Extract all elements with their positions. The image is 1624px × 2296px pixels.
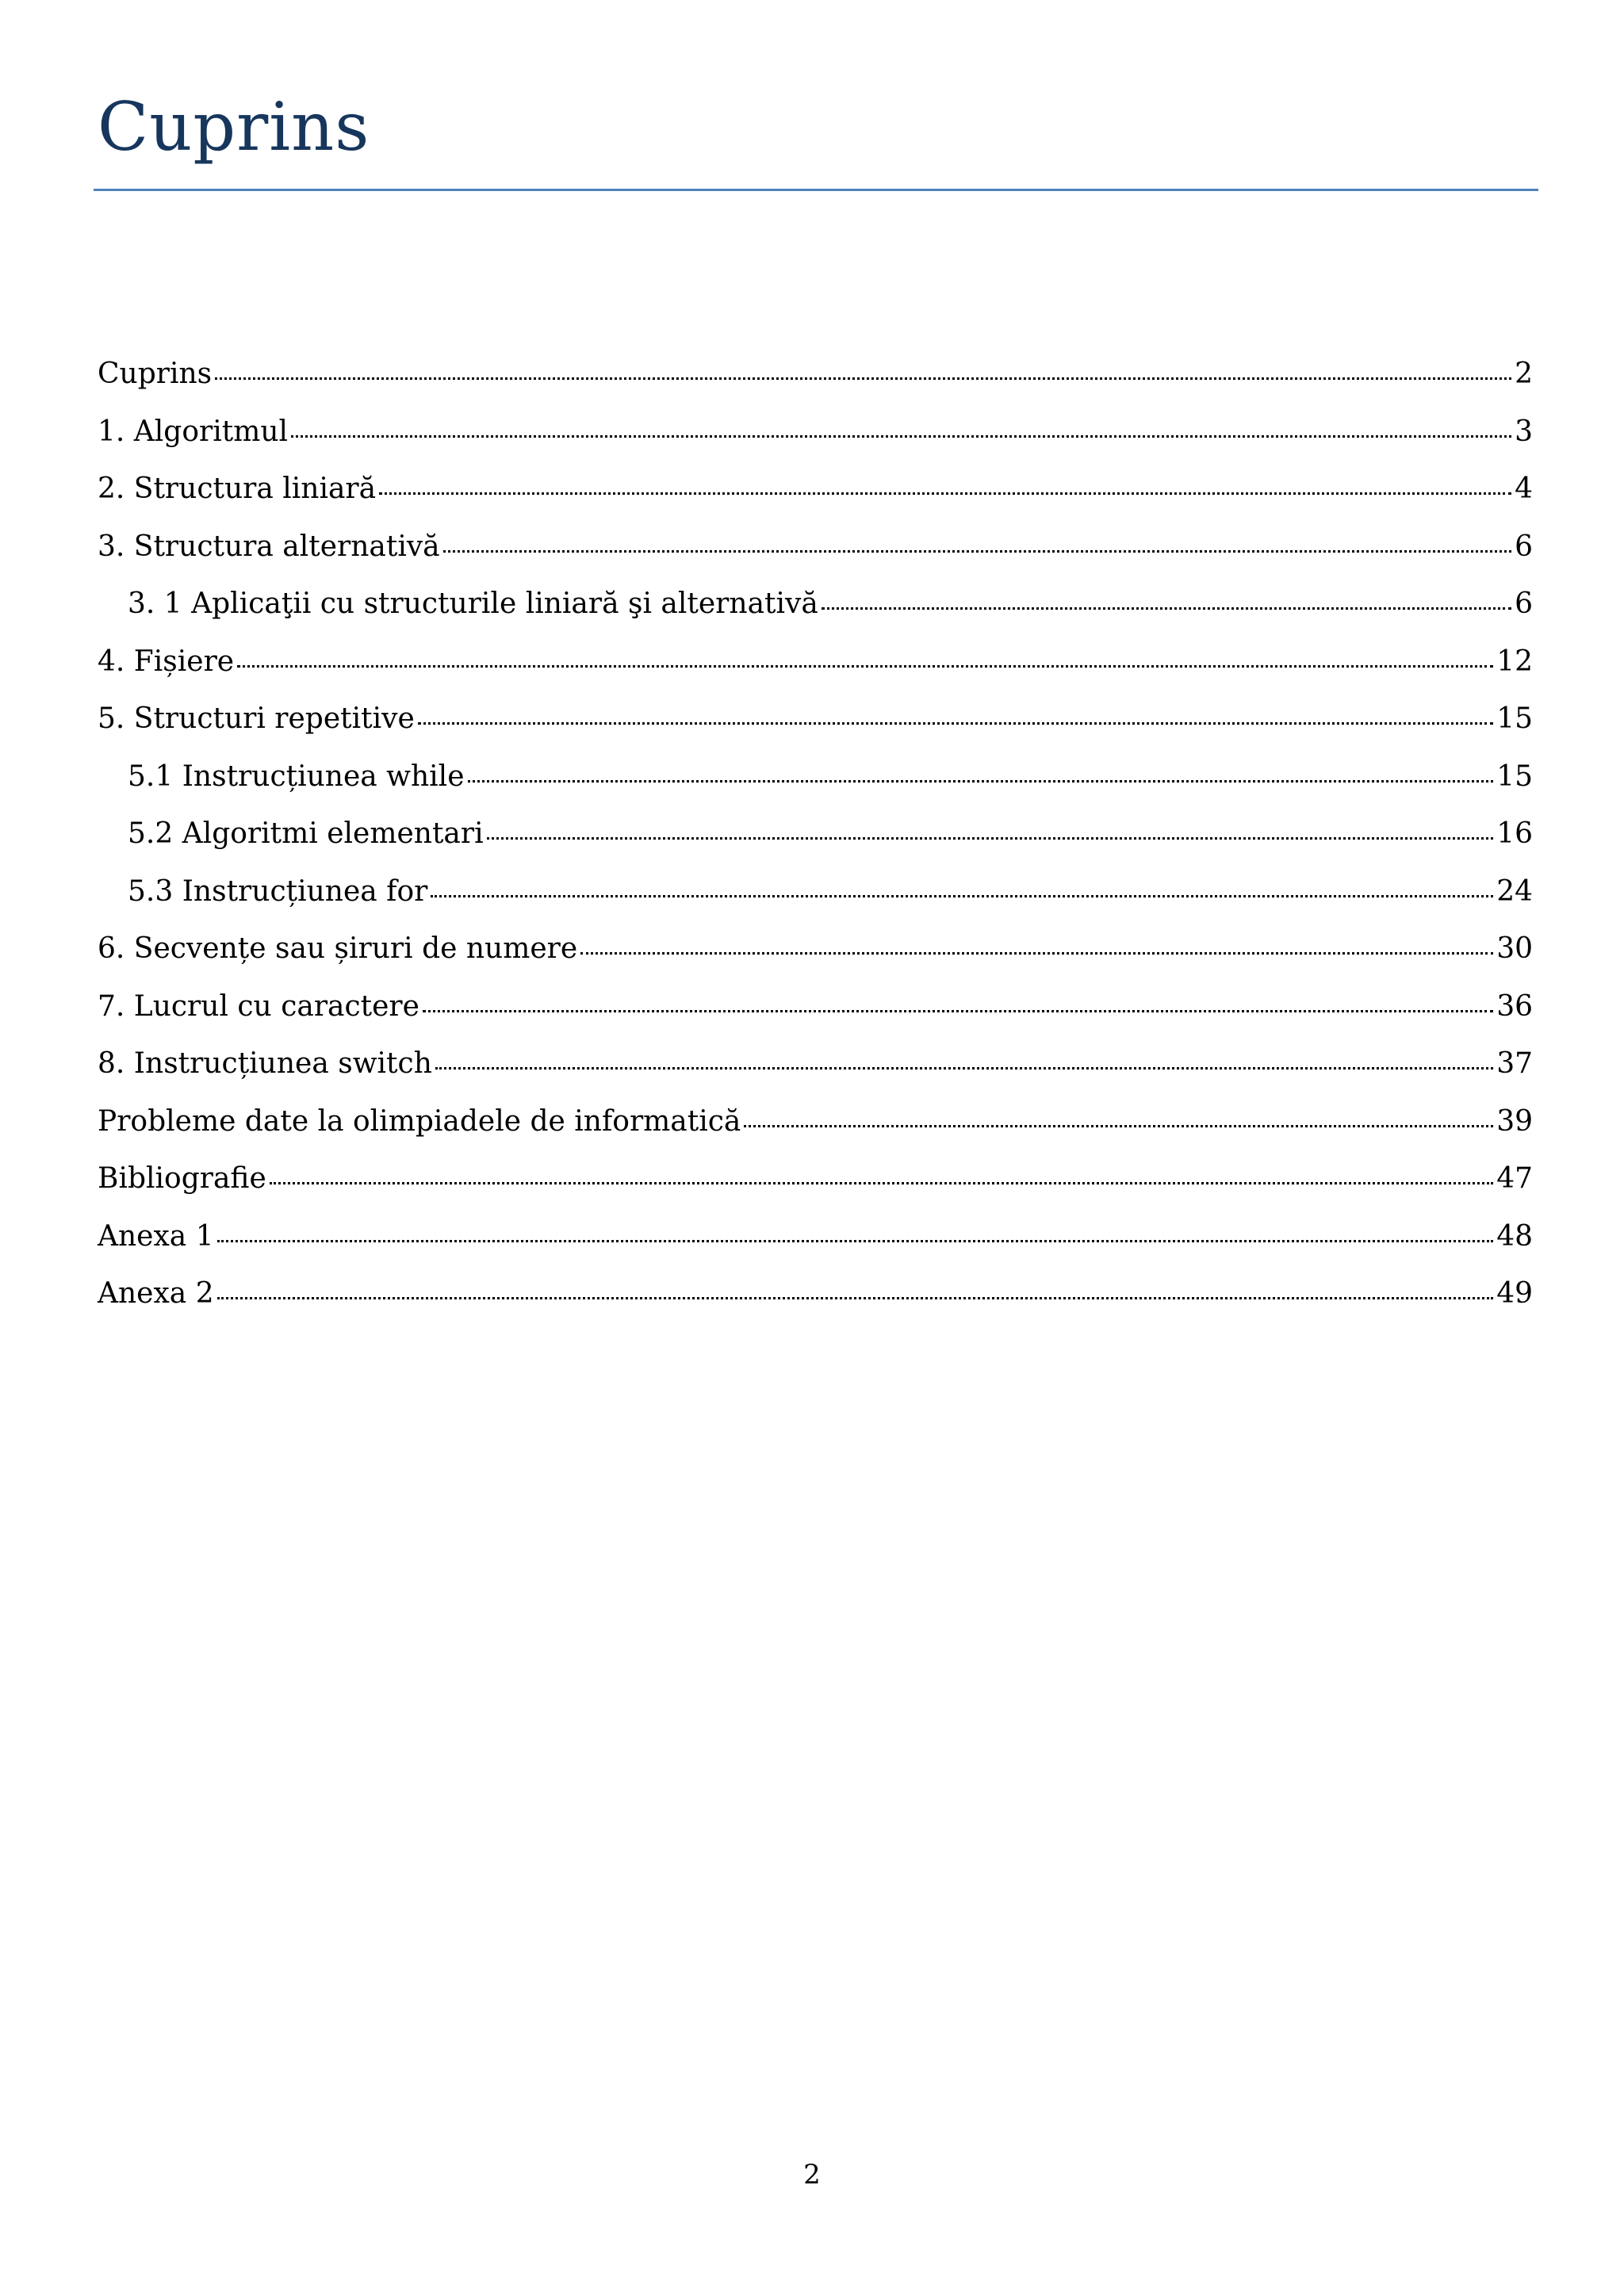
toc-entry[interactable] bbox=[98, 1150, 1533, 1208]
toc-entry-title: Probleme date la olimpiadele de informatică bbox=[98, 1104, 741, 1138]
toc-entry[interactable] bbox=[98, 920, 1533, 978]
toc-dot-leader bbox=[822, 607, 1511, 610]
toc-dot-leader bbox=[468, 780, 1494, 783]
page-title: Cuprins bbox=[98, 88, 370, 166]
toc-dot-leader bbox=[435, 1067, 1493, 1070]
heading-underline bbox=[94, 189, 1538, 191]
toc-entry-title: 5.2 Algoritmi elementari bbox=[128, 817, 484, 850]
table-of-contents bbox=[98, 346, 1533, 1323]
toc-subentry[interactable] bbox=[98, 863, 1533, 921]
toc-entry[interactable] bbox=[98, 461, 1533, 519]
toc-entry-page: 30 bbox=[1496, 932, 1533, 965]
toc-dot-leader bbox=[215, 377, 1511, 380]
toc-dot-leader bbox=[270, 1182, 1493, 1184]
toc-entry-page: 37 bbox=[1496, 1047, 1533, 1080]
toc-entry-title: Anexa 2 bbox=[98, 1277, 214, 1310]
toc-entry-title: 5.3 Instrucțiunea for bbox=[128, 874, 428, 908]
toc-entry-title: 2. Structura liniară bbox=[98, 473, 377, 505]
toc-entry-page: 15 bbox=[1496, 702, 1533, 735]
toc-entry-title: Anexa 1 bbox=[98, 1219, 214, 1253]
toc-dot-leader bbox=[423, 1010, 1493, 1012]
toc-entry-title: 8. Instrucțiunea switch bbox=[98, 1047, 432, 1080]
toc-entry-page: 15 bbox=[1496, 760, 1533, 793]
toc-entry[interactable] bbox=[98, 691, 1533, 748]
toc-entry[interactable] bbox=[98, 1093, 1533, 1151]
toc-entry-page: 12 bbox=[1496, 645, 1533, 678]
toc-entry[interactable] bbox=[98, 346, 1533, 404]
toc-entry-page: 6 bbox=[1515, 587, 1533, 620]
toc-subentry[interactable] bbox=[98, 748, 1533, 806]
toc-entry-title: 5.1 Instrucțiunea while bbox=[128, 760, 465, 793]
toc-dot-leader bbox=[291, 435, 1511, 438]
toc-dot-leader bbox=[237, 665, 1493, 668]
toc-subentry[interactable] bbox=[98, 806, 1533, 863]
toc-dot-leader bbox=[580, 952, 1493, 955]
toc-entry-title: 5. Structuri repetitive bbox=[98, 702, 415, 735]
toc-dot-leader bbox=[744, 1125, 1493, 1127]
toc-dot-leader bbox=[487, 837, 1494, 840]
toc-entry[interactable] bbox=[98, 404, 1533, 461]
toc-entry-title: 1. Algoritmul bbox=[98, 415, 289, 448]
toc-entry-page: 47 bbox=[1496, 1162, 1533, 1195]
toc-entry[interactable] bbox=[98, 633, 1533, 691]
toc-entry[interactable] bbox=[98, 1265, 1533, 1323]
toc-entry-title: 3. Structura alternativă bbox=[98, 530, 440, 563]
toc-entry-page: 49 bbox=[1496, 1277, 1533, 1310]
toc-entry-title: Bibliografie bbox=[98, 1162, 266, 1195]
toc-entry-page: 4 bbox=[1515, 473, 1533, 505]
toc-dot-leader bbox=[217, 1297, 1494, 1299]
toc-entry-page: 16 bbox=[1496, 817, 1533, 850]
toc-subentry[interactable] bbox=[98, 576, 1533, 633]
toc-entry-page: 48 bbox=[1496, 1219, 1533, 1253]
toc-entry-title: 7. Lucrul cu caractere bbox=[98, 989, 419, 1023]
toc-entry-page: 24 bbox=[1496, 874, 1533, 908]
toc-entry-page: 2 bbox=[1515, 358, 1533, 390]
toc-entry-title: 3. 1 Aplicaţii cu structurile liniară şi alternativă bbox=[128, 587, 818, 620]
toc-entry-page: 6 bbox=[1515, 530, 1533, 563]
toc-entry-title: Cuprins bbox=[98, 358, 213, 390]
toc-entry-page: 36 bbox=[1496, 989, 1533, 1023]
toc-entry-page: 3 bbox=[1515, 415, 1533, 448]
toc-entry[interactable] bbox=[98, 978, 1533, 1036]
toc-dot-leader bbox=[431, 895, 1493, 897]
toc-entry[interactable] bbox=[98, 1035, 1533, 1093]
toc-entry[interactable] bbox=[98, 519, 1533, 576]
toc-dot-leader bbox=[443, 550, 1511, 553]
toc-entry-page: 39 bbox=[1496, 1104, 1533, 1138]
toc-entry[interactable] bbox=[98, 1208, 1533, 1266]
page-number: 2 bbox=[803, 2159, 821, 2191]
toc-dot-leader bbox=[379, 492, 1511, 495]
toc-dot-leader bbox=[418, 722, 1493, 725]
toc-entry-title: 6. Secvențe sau șiruri de numere bbox=[98, 932, 578, 965]
toc-dot-leader bbox=[217, 1240, 1494, 1242]
toc-entry-title: 4. Fișiere bbox=[98, 645, 235, 678]
